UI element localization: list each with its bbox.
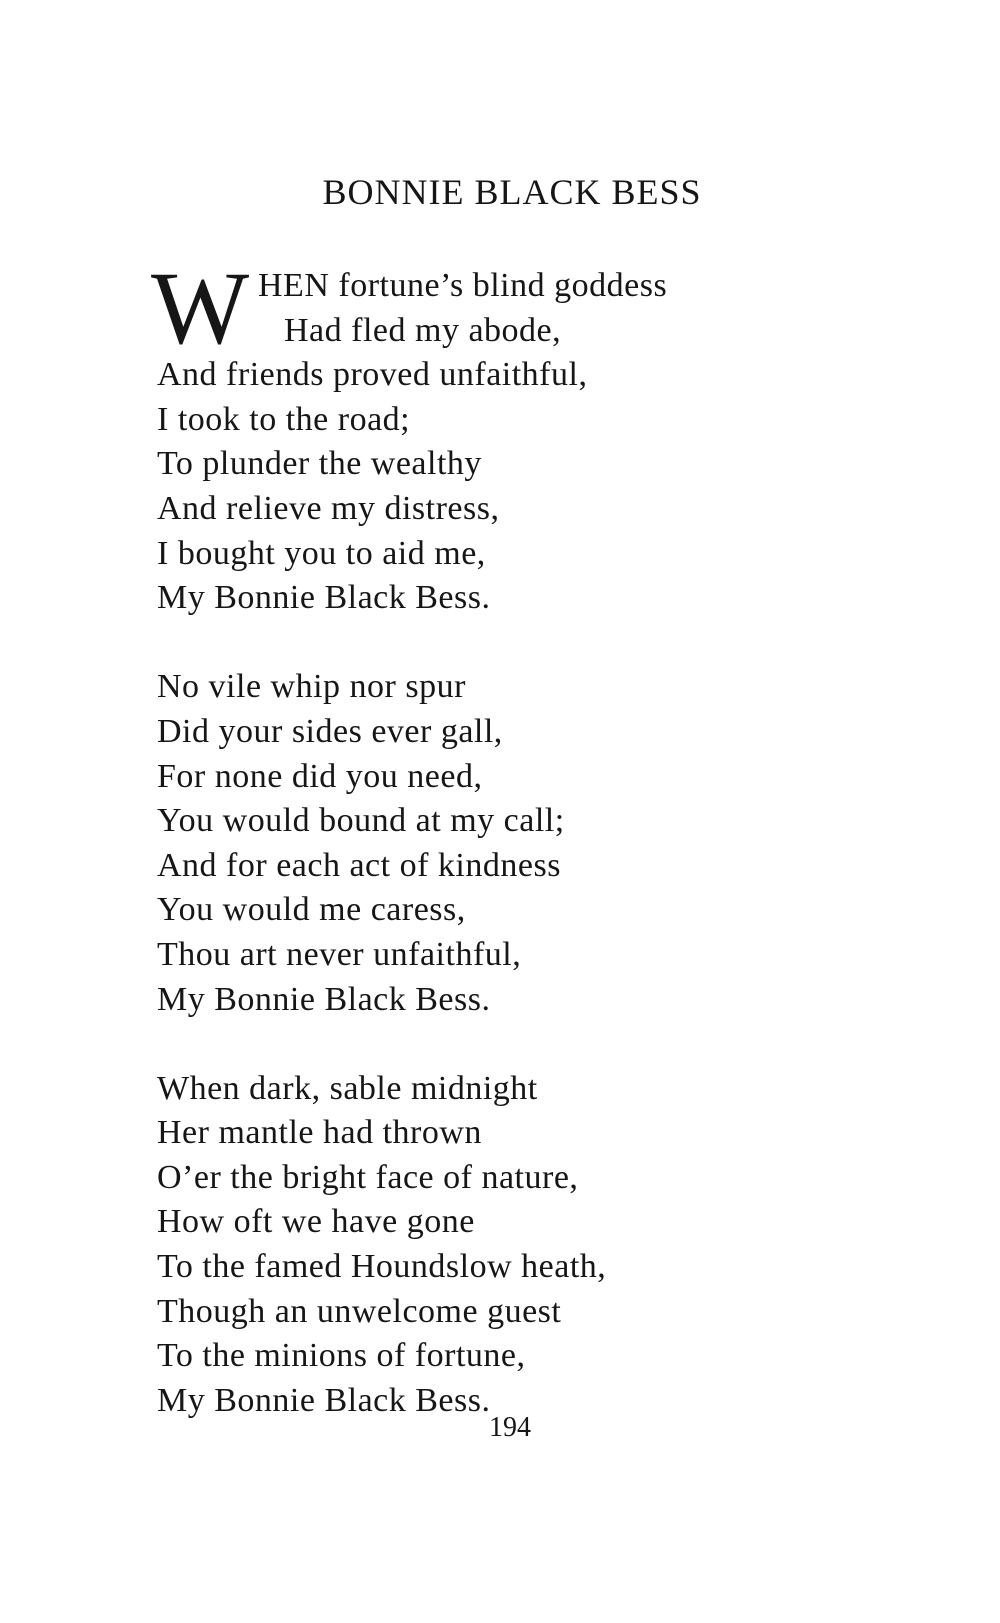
- poem-line: No vile whip nor spur: [157, 668, 466, 706]
- poem-title: BONNIE BLACK BESS: [322, 172, 702, 212]
- poem-line: My Bonnie Black Bess.: [157, 579, 491, 617]
- poem-line: And friends proved unfaithful,: [157, 356, 588, 394]
- poem-line: And for each act of kindness: [157, 846, 561, 884]
- drop-cap-letter: W: [151, 251, 250, 366]
- poem-body: [151, 251, 837, 1468]
- poem-line: For none did you need,: [157, 757, 483, 795]
- poem-line: Though an unwelcome guest: [157, 1292, 562, 1330]
- poem-line: To the minions of fortune,: [157, 1337, 526, 1375]
- poem-line: You would me caress,: [157, 891, 466, 929]
- poem-line: You would bound at my call;: [157, 802, 565, 840]
- stanza-2: [157, 665, 837, 1022]
- page-number: 194: [489, 1412, 531, 1443]
- poem-line: I bought you to aid me,: [157, 534, 486, 572]
- poem-line: Thou art never unfaithful,: [157, 935, 522, 973]
- poem-line: To the famed Houndslow heath,: [157, 1248, 607, 1286]
- poem-line: My Bonnie Black Bess.: [157, 980, 491, 1018]
- poem-line: I took to the road;: [157, 400, 411, 438]
- poem-line: When dark, sable midnight: [157, 1069, 538, 1107]
- poem-line: Had fled my abode,: [284, 311, 562, 349]
- poem-line: HEN fortune’s blind goddess: [258, 267, 668, 304]
- poem-line: How oft we have gone: [157, 1203, 475, 1241]
- stanza-3: [157, 1067, 837, 1424]
- drop-cap-row: [151, 251, 837, 366]
- poem-line: To plunder the wealthy: [157, 445, 482, 483]
- poem-line: My Bonnie Black Bess.: [157, 1381, 491, 1419]
- poem-line: And relieve my distress,: [157, 489, 500, 527]
- poem-line: Did your sides ever gall,: [157, 712, 503, 750]
- poem-line: O’er the bright face of nature,: [157, 1158, 579, 1196]
- stanza-1: [151, 251, 837, 621]
- poem-line: Her mantle had thrown: [157, 1114, 482, 1152]
